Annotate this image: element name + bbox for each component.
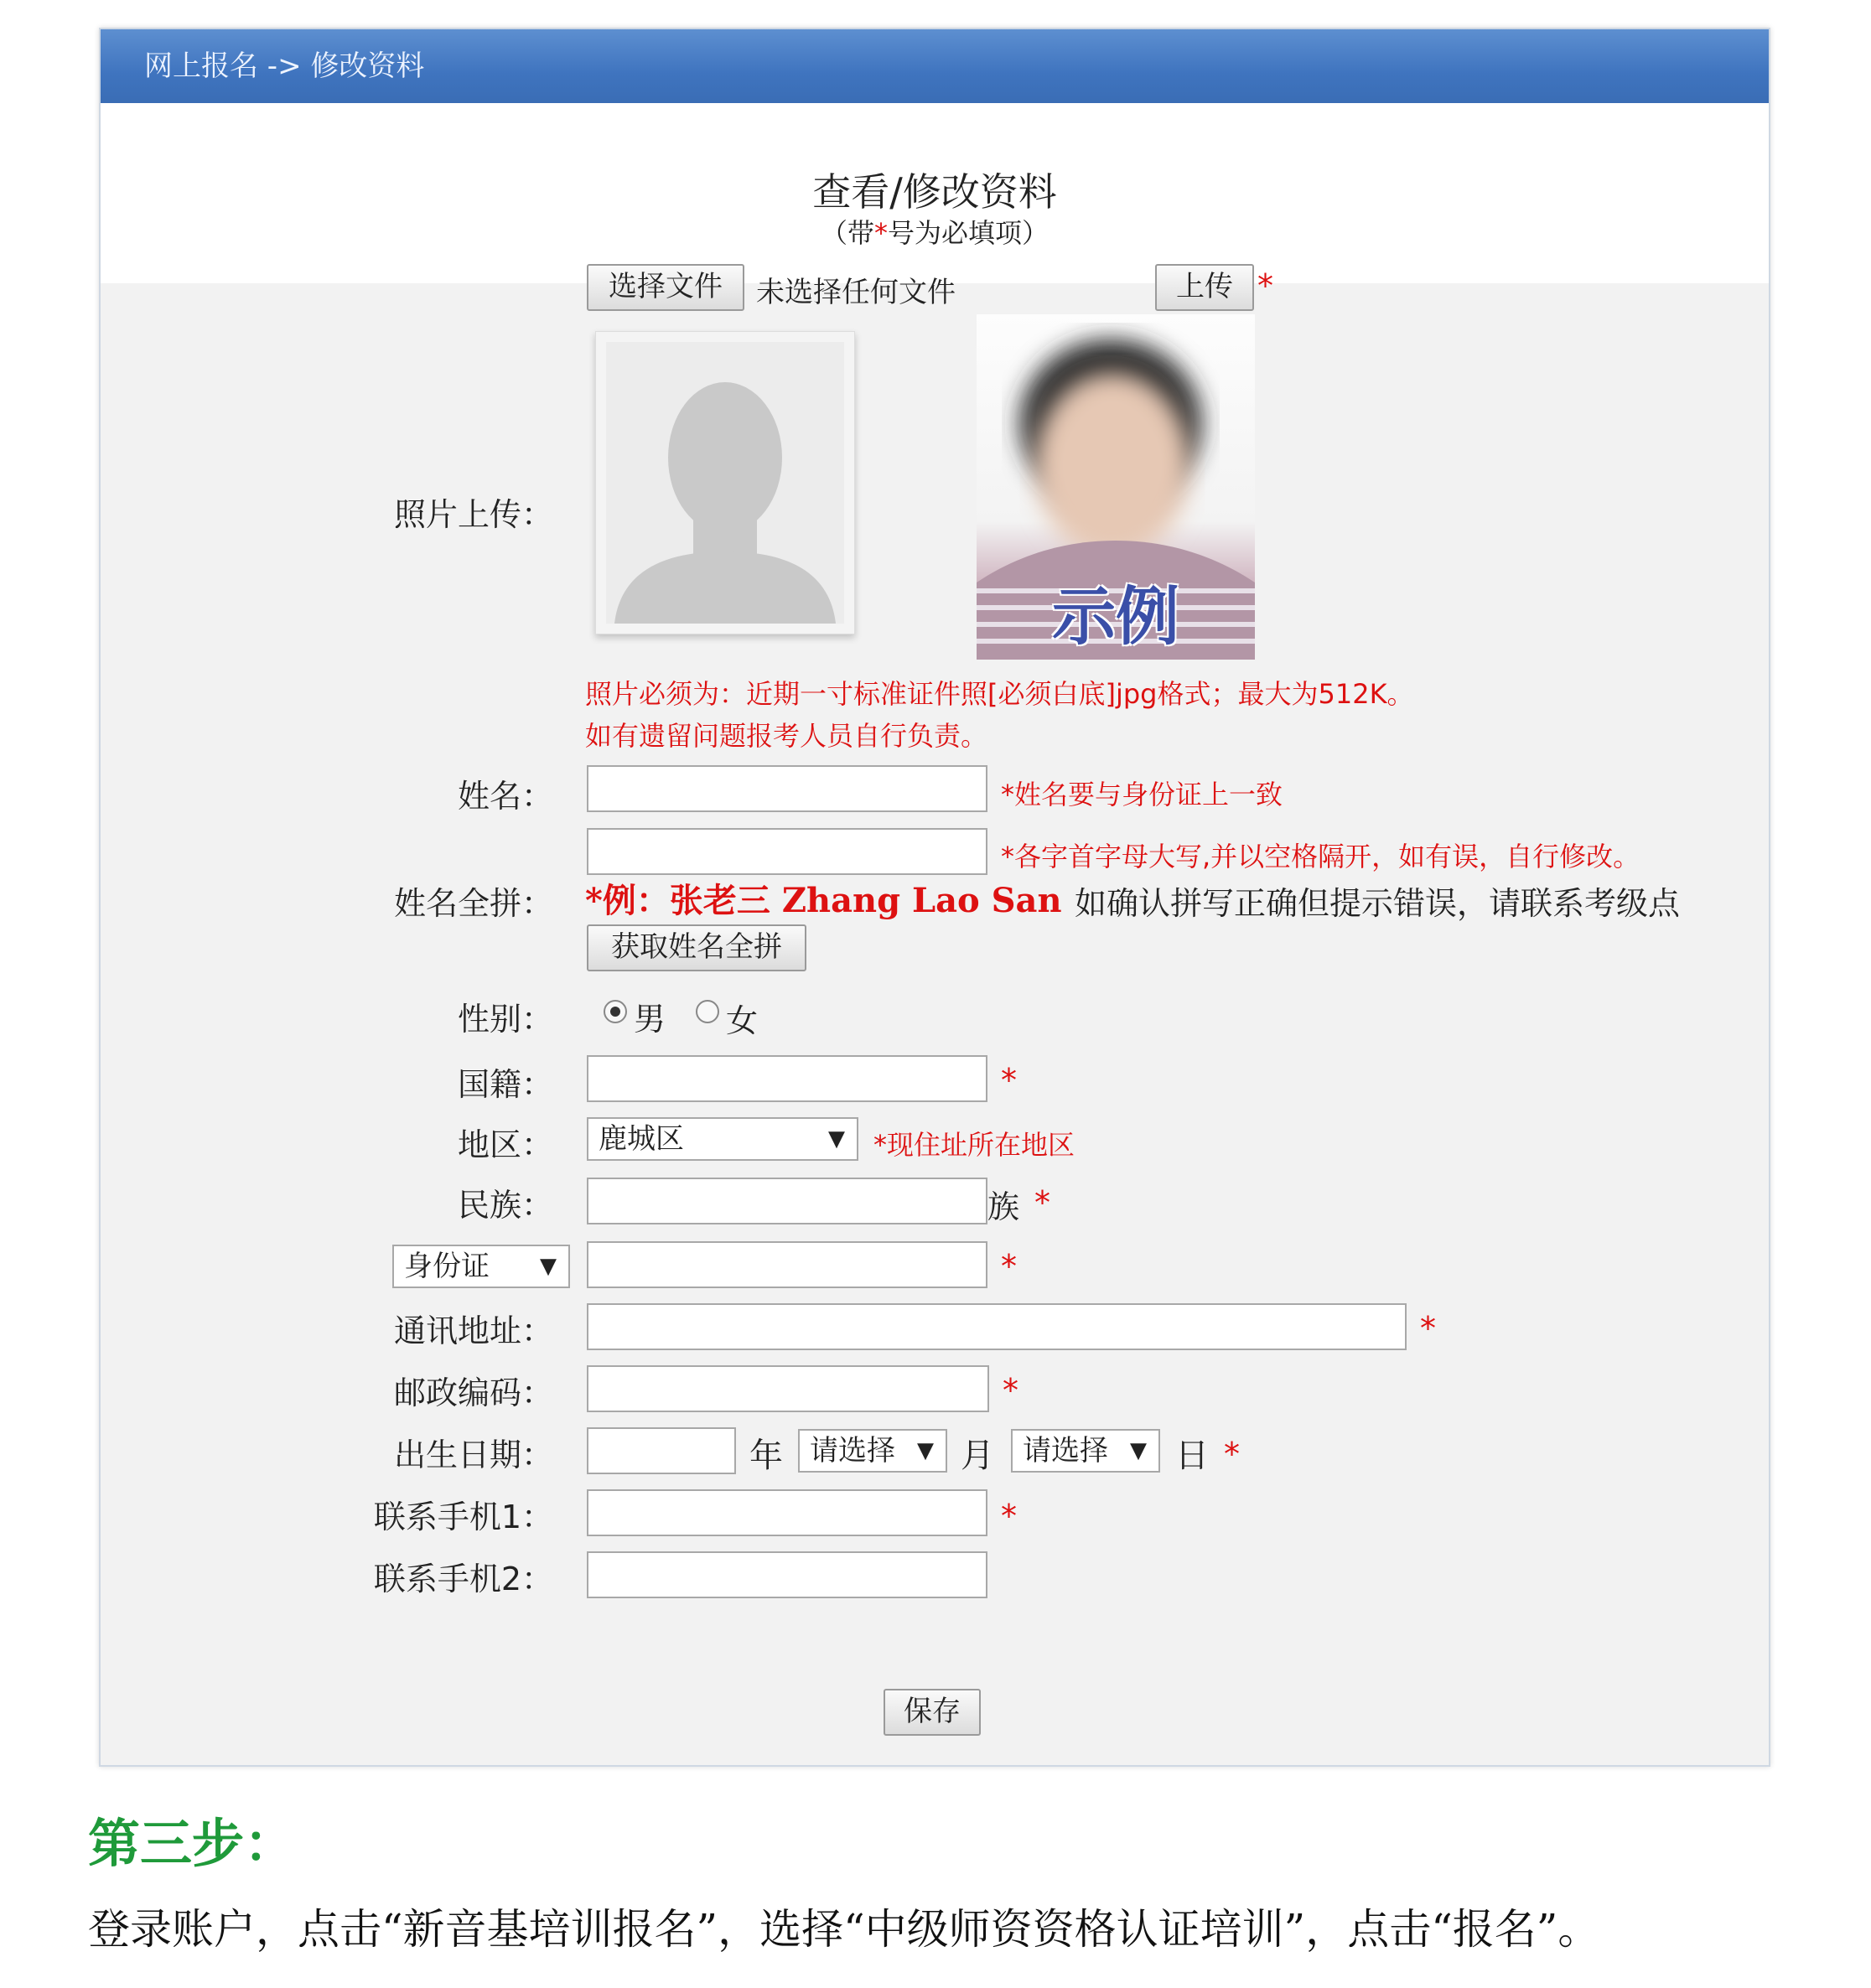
choose-file-button[interactable]: 选择文件 (587, 264, 744, 311)
region-selected: 鹿城区 (599, 1122, 684, 1156)
phone1-input[interactable] (587, 1489, 987, 1536)
no-file-text: 未选择任何文件 (756, 276, 956, 309)
ethnicity-label: 民族： (457, 1187, 553, 1224)
phone1-label: 联系手机1： (373, 1499, 553, 1535)
id-type-selected: 身份证 (404, 1250, 490, 1283)
photo-label: 照片上传： (393, 496, 553, 533)
ethnicity-suffix: 族 (987, 1188, 1020, 1225)
gender-male-radio[interactable] (604, 1000, 627, 1023)
postal-input[interactable] (587, 1365, 989, 1412)
photo-requirement-2: 如有遗留问题报考人员自行负责。 (585, 720, 988, 752)
birth-day-select[interactable] (1011, 1429, 1160, 1473)
phone2-label: 联系手机2： (373, 1561, 553, 1597)
birthdate-label: 出生日期： (393, 1437, 553, 1473)
region-hint: *现住址所在地区 (873, 1129, 1075, 1161)
title-area (101, 103, 1769, 283)
name-hint: *姓名要与身份证上一致 (1001, 779, 1283, 810)
birthdate-required-star: * (1224, 1436, 1240, 1473)
pinyin-hint: *各字首字母大写,并以空格隔开，如有误，自行修改。 (1001, 841, 1640, 872)
breadcrumb: 网上报名 -> 修改资料 (144, 49, 425, 83)
birth-month-selected: 请选择 (810, 1434, 895, 1468)
nationality-input[interactable] (587, 1055, 987, 1102)
silhouette-icon (596, 332, 854, 634)
gender-label: 性别： (457, 1001, 553, 1038)
address-required-star: * (1420, 1310, 1436, 1347)
breadcrumb-header (101, 29, 1769, 103)
required-note (101, 212, 1769, 251)
upload-required-star: * (1257, 267, 1273, 304)
required-note-suffix: 号为必填项） (888, 217, 1050, 249)
pinyin-label: 姓名全拼： (393, 885, 553, 922)
pinyin-example: *例：张老三 Zhang Lao San (585, 881, 1062, 920)
phone2-input[interactable] (587, 1551, 987, 1598)
dropdown-arrow-icon: ▼ (828, 1126, 845, 1152)
fetch-pinyin-button[interactable]: 获取姓名全拼 (587, 924, 806, 971)
year-unit: 年 (749, 1437, 783, 1475)
birth-day-selected: 请选择 (1023, 1434, 1108, 1468)
nationality-required-star: * (1001, 1062, 1017, 1099)
nationality-label: 国籍： (457, 1066, 553, 1103)
required-note-prefix: （带 (820, 217, 874, 249)
day-unit: 日 (1175, 1437, 1209, 1475)
ethnicity-required-star: * (1034, 1184, 1050, 1221)
name-label: 姓名： (457, 778, 553, 815)
step-title: 第三步： (88, 1813, 297, 1874)
gender-female-radio[interactable] (696, 1000, 719, 1023)
id-number-input[interactable] (587, 1241, 987, 1288)
form-panel (99, 28, 1770, 1767)
required-note-star: * (874, 217, 888, 249)
save-button[interactable]: 保存 (884, 1689, 981, 1736)
pinyin-note: 如确认拼写正确但提示错误，请联系考级点 (1075, 885, 1681, 922)
dropdown-arrow-icon: ▼ (540, 1254, 557, 1279)
id-required-star: * (1001, 1248, 1017, 1285)
gender-female-label[interactable]: 女 (726, 1002, 759, 1039)
address-label: 通讯地址： (393, 1312, 553, 1349)
dropdown-arrow-icon: ▼ (917, 1438, 934, 1463)
region-label: 地区： (457, 1126, 553, 1163)
ethnicity-input[interactable] (587, 1178, 987, 1224)
phone1-required-star: * (1001, 1498, 1017, 1535)
example-photo (977, 314, 1255, 660)
example-watermark: 示例 (1052, 579, 1179, 654)
upload-button[interactable]: 上传 (1155, 264, 1254, 311)
month-unit: 月 (961, 1437, 994, 1475)
gender-male-label[interactable]: 男 (634, 1001, 666, 1038)
birth-month-select[interactable] (798, 1429, 947, 1473)
birth-year-input[interactable] (587, 1427, 736, 1474)
postal-required-star: * (1003, 1372, 1018, 1409)
photo-requirement-1: 照片必须为：近期一寸标准证件照[必须白底]jpg格式；最大为512K。 (585, 678, 1414, 710)
dropdown-arrow-icon: ▼ (1130, 1438, 1147, 1463)
pinyin-input[interactable] (587, 828, 987, 875)
photo-placeholder (595, 331, 855, 634)
step-description: 登录账户，点击“新音基培训报名”，选择“中级师资资格认证培训”，点击“报名”。 (88, 1905, 1600, 1954)
region-select[interactable] (587, 1117, 858, 1161)
page-title: 查看/修改资料 (812, 169, 1057, 215)
postal-label: 邮政编码： (393, 1375, 553, 1411)
name-input[interactable] (587, 765, 987, 812)
id-type-select[interactable] (392, 1245, 570, 1288)
address-input[interactable] (587, 1303, 1407, 1350)
